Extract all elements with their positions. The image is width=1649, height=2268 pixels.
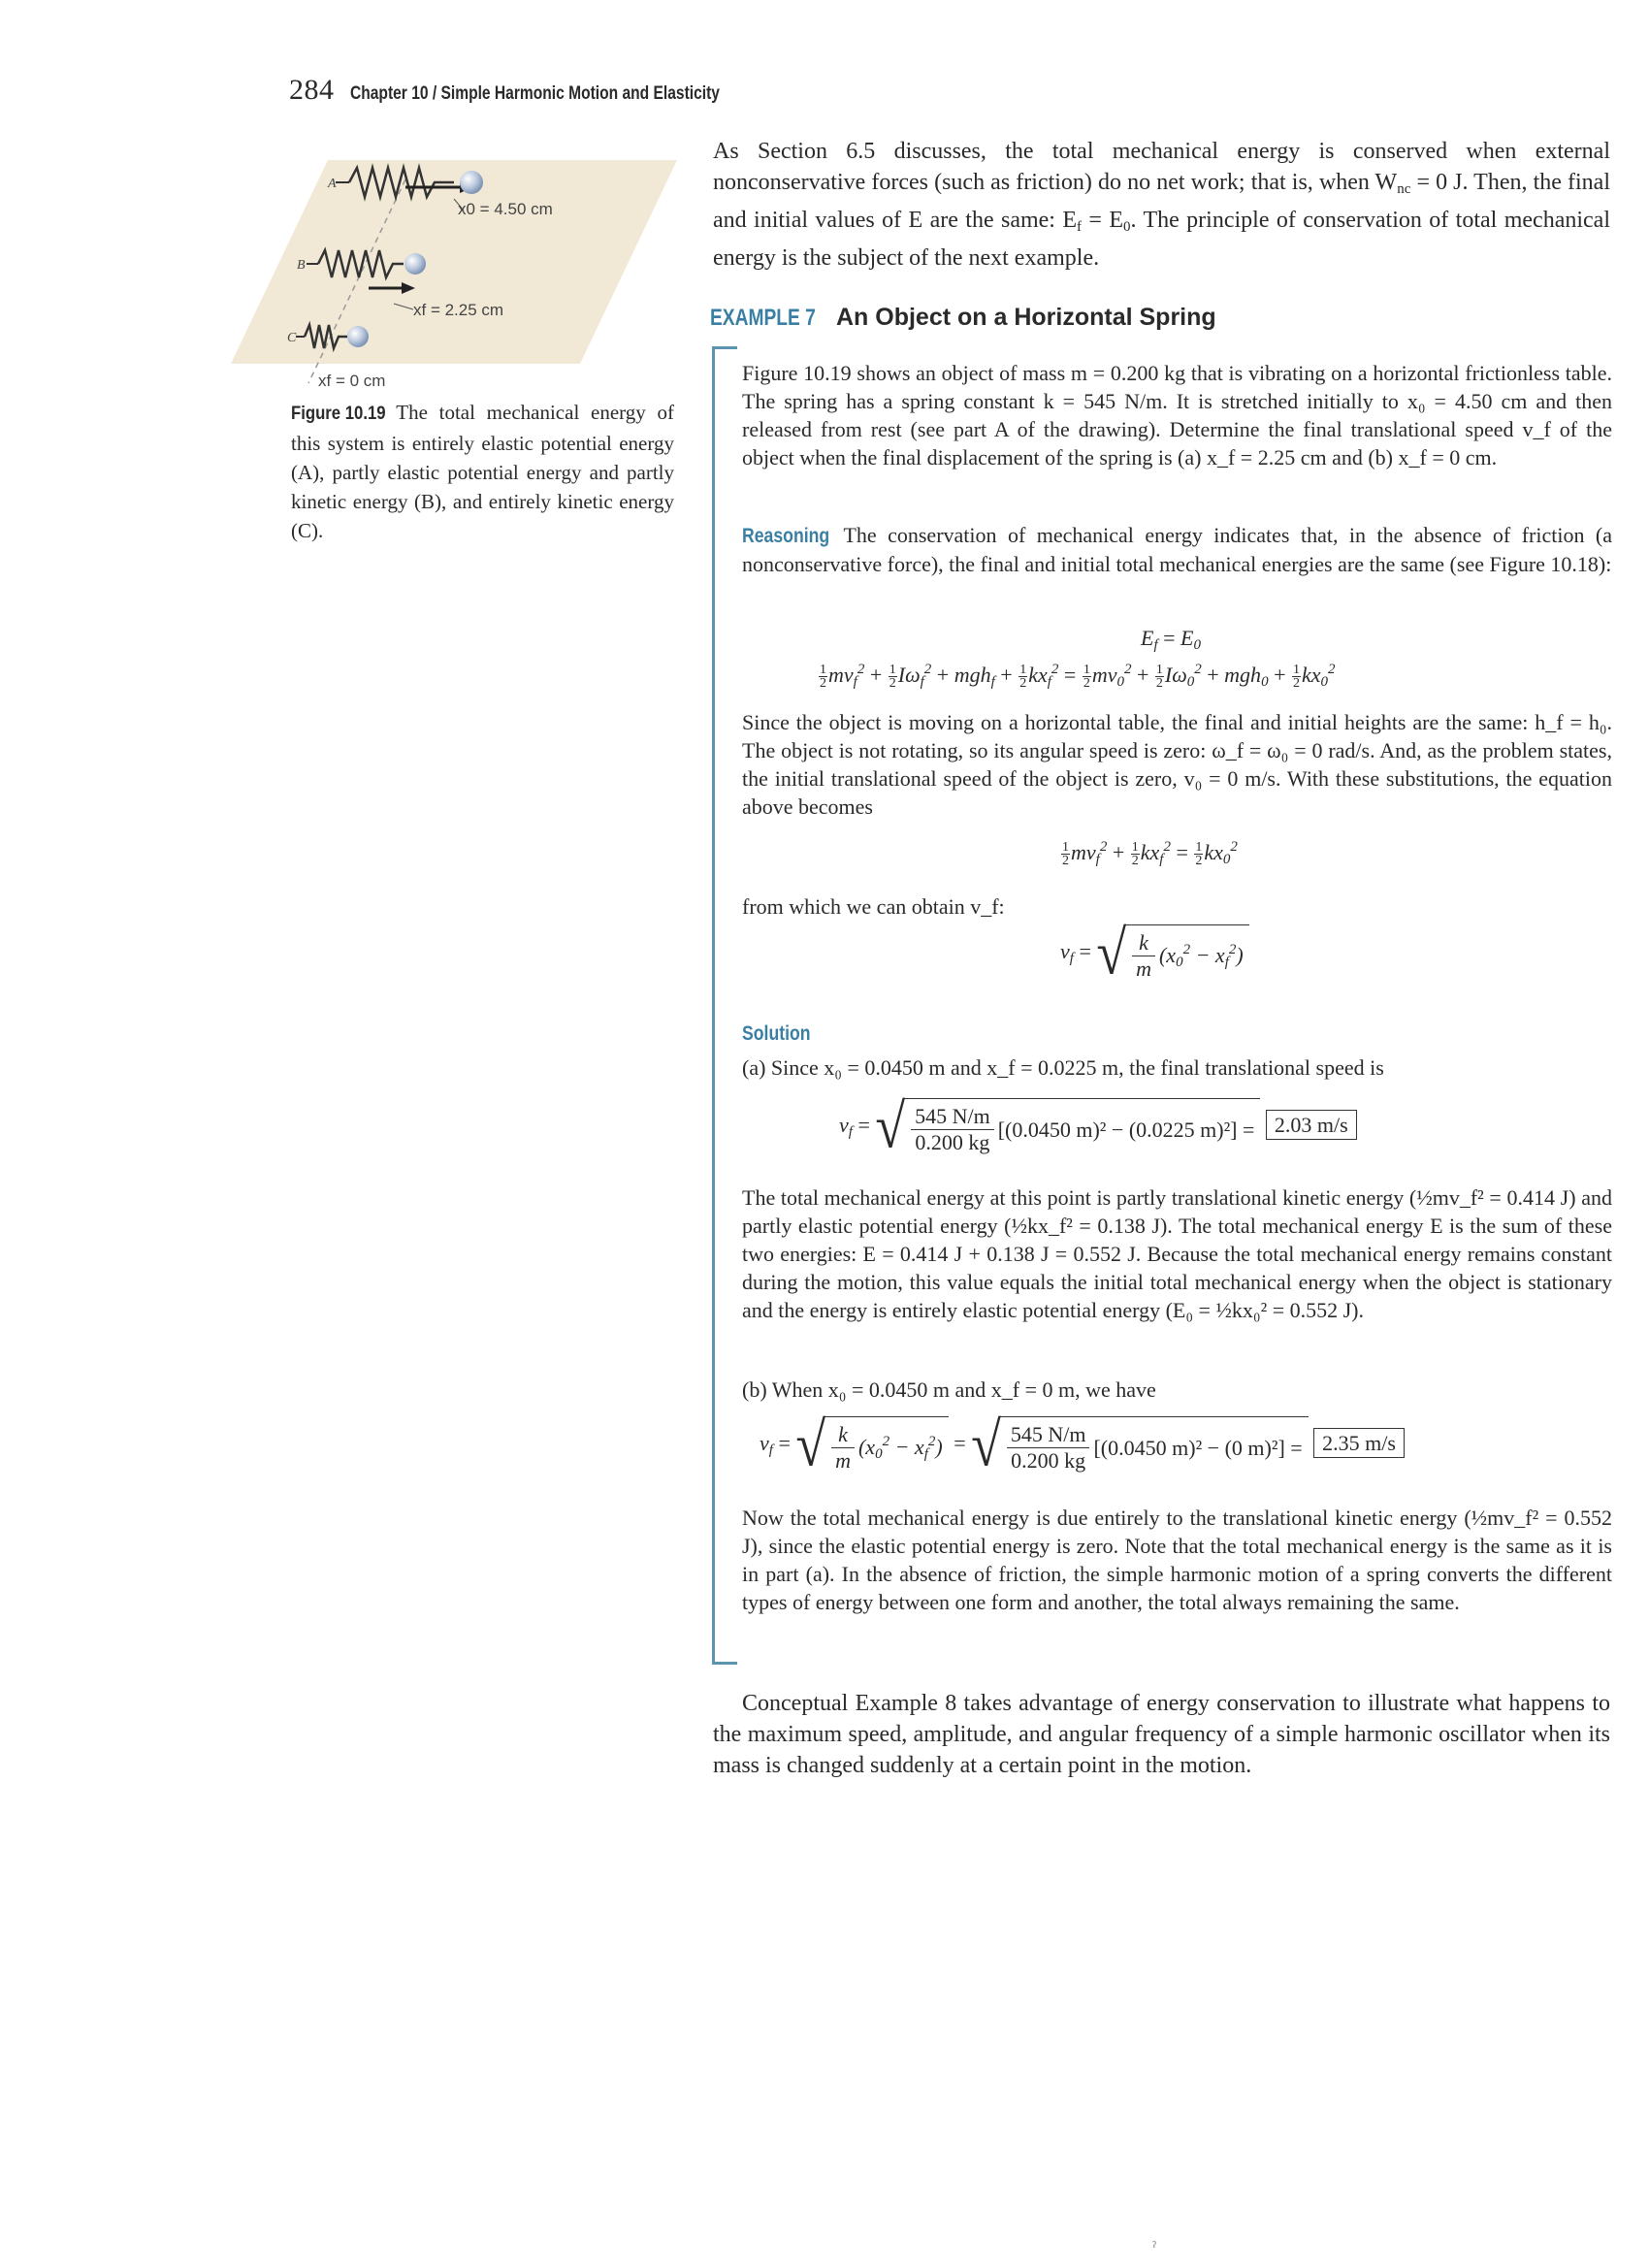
now-paragraph: Now the total mechanical energy is due entirely to the translational kinetic energy (½mv_f² = 0.552 J), since the elastic potential energy is zero. Note that the total mechanical energy is the same as it is in part (a). In the absence of friction, the simple harmonic motion of a spring converts the different types of energy between one form and another, the total always remaining the same.	[742, 1506, 1612, 1614]
equation-part-a: $v_f$ = √ $\frac{545 N/m}{0.200 kg}$ [(0.0450 m)² − (0.0225 m)²] = 2.03 m/s	[839, 1098, 1357, 1156]
example-rule	[712, 346, 715, 1664]
eq-a-rest: [(0.0450 m)² − (0.0225 m)²] =	[997, 1117, 1255, 1142]
equation-energy-equal: $E_f = E_0$	[1141, 626, 1201, 653]
example-title: An Object on a Horizontal Spring	[836, 304, 1216, 331]
caption-label: Figure 10.19	[291, 404, 386, 424]
label-b: B	[297, 258, 306, 273]
eq-b-rest: [(0.0450 m)² − (0 m)²] =	[1093, 1435, 1303, 1460]
equation-simplified: $\frac{1}{2}$ $mv_f^2$ + $\frac{1}{2}$ $kx_f^2$ = $\frac{1}{2}$ $kx_0^2$	[1062, 839, 1238, 869]
eq-b-numerator: 545 N/m	[1007, 1422, 1090, 1448]
intro-text-3: = E	[1082, 208, 1124, 233]
example-heading	[710, 304, 1216, 332]
reasoning-label: Reasoning	[742, 525, 830, 547]
label-c: C	[287, 331, 297, 345]
page-number: 284	[289, 74, 335, 106]
equation-energy-full: $\frac{1}{2}$ $mv_f^2$ + $\frac{1}{2}$ $I\omega_f^2 + mgh_f$ + $\frac{1}{2}$ $kx_f^2$ = $\frac{1}{2}$ $mv_0^2$ + $\frac{1}{2}$ $I\omega_0^2 + mgh_0$ + $\frac{1}{2}$ $kx_0^2$	[820, 662, 1336, 692]
label-a: A	[328, 177, 337, 191]
answer-b: 2.35 m/s	[1313, 1428, 1405, 1458]
running-head: Chapter 10 / Simple Harmonic Motion and Elasticity	[349, 83, 720, 104]
example-rule-top	[712, 346, 737, 349]
answer-a: 2.03 m/s	[1266, 1110, 1357, 1140]
spring-diagram	[289, 141, 677, 393]
figure-caption	[291, 398, 674, 545]
eq-a-numerator: 545 N/m	[911, 1104, 994, 1130]
closing-paragraph: Conceptual Example 8 takes advantage of energy conservation to illustrate what happens to the maximum speed, amplitude, and angular frequency of a simple harmonic oscillator when its mass is changed suddenly at a certain point in the motion.	[713, 1691, 1610, 1778]
mass-b	[404, 253, 426, 275]
part-a-text: (a) Since x₀ = 0.0450 m and x_f = 0.0225 m, the final translational speed is	[742, 1055, 1384, 1080]
energy-paragraph: The total mechanical energy at this point is partly translational kinetic energy (½mv_f² = 0.414 J) and partly elastic potential energy (½kx_f² = 0.138 J). The total mechanical energy E is the sum of these two energies: E = 0.414 J + 0.138 J = 0.552 J. Because the total mechanical energy remains constant during the motion, this value equals the initial total mechanical energy when the object is stationary and the energy is entirely elastic potential energy (E₀ = ½kx₀² = 0.552 J).	[742, 1185, 1612, 1322]
equation-part-b: $v_f$ = √ $\frac{k}{m}$ $(x_0^2 - x_f^2)$ = √ $\frac{545 N/m}{0.200 kg}$ [(0.0450 m)² − (0 m)²] = 2.35 m/s	[760, 1416, 1405, 1474]
example-label: EXAMPLE 7	[710, 305, 816, 331]
page-header	[289, 74, 800, 113]
example-rule-bottom	[712, 1662, 737, 1665]
intro-paragraph: As Section 6.5 discusses, the total mechanical energy is conserved when external nonconservative forces (such as friction) do no net work; that is, when $W_{nc} = 0$ J. Then, the final and initial values of E are the same: $E_f = E_0$. The principle of conservation of total mechanical energy is the subject of the next example.	[713, 139, 1610, 271]
solution-label-row	[742, 1019, 1612, 1048]
eq-b-denominator: 0.200 kg	[1011, 1448, 1086, 1473]
intro-text-2: = 0 J. Then, the final and initial values of E are the same: E	[713, 170, 1610, 233]
stray-mark: ˀ	[1152, 2239, 1156, 2255]
solution-label: Solution	[742, 1022, 811, 1045]
equation-vf-general: $v_f$ = √ $\frac{k}{m}$ $(x_0^2 - x_f^2)$	[1060, 924, 1249, 983]
label-xf-b: xf = 2.25 cm	[413, 301, 504, 319]
eq-a-denominator: 0.200 kg	[915, 1130, 990, 1154]
reasoning-paragraph	[742, 521, 1612, 578]
caption-text: The total mechanical energy of this system is entirely elastic potential energy (A), partly elastic potential energy and partly kinetic energy (B), and entirely kinetic energy (C).	[291, 401, 674, 542]
from-text: from which we can obtain v_f:	[742, 894, 1005, 919]
part-b-text: (b) When x₀ = 0.0450 m and x_f = 0 m, we have	[742, 1377, 1156, 1402]
figure-10-19	[289, 141, 677, 393]
intro-text-1: As Section 6.5 discusses, the total mechanical energy is conserved when external nonconservative forces (such as friction) do no net work; that is, when W	[713, 139, 1610, 195]
label-xf-c: xf = 0 cm	[318, 372, 386, 390]
label-x0: x0 = 4.50 cm	[458, 200, 553, 218]
intro-text-4: . The principle of conservation of total mechanical energy is the subject of the next example.	[713, 208, 1610, 271]
since-paragraph: Since the object is moving on a horizontal table, the final and initial heights are the same: h_f = h₀. The object is not rotating, so its angular speed is zero: ω_f = ω₀ = 0 rad/s. And, as the problem states, the initial translational speed of the object is zero, v₀ = 0 m/s. With these substitutions, the equation above becomes	[742, 710, 1612, 819]
mass-a	[460, 171, 483, 194]
intro-sub-nc: nc	[1397, 181, 1411, 197]
problem-statement: Figure 10.19 shows an object of mass m = 0.200 kg that is vibrating on a horizontal frictionless table. The spring has a spring constant k = 545 N/m. It is stretched initially to x₀ = 4.50 cm and then released from rest (see part A of the drawing). Determine the final translational speed v_f of the object when the final displacement of the spring is (a) x_f = 2.25 cm and (b) x_f = 0 cm.	[742, 361, 1612, 470]
mass-c	[347, 326, 369, 347]
reasoning-text: The conservation of mechanical energy indicates that, in the absence of friction (a nonconservative force), the final and initial total mechanical energies are the same (see Figure 10.18):	[742, 523, 1613, 576]
